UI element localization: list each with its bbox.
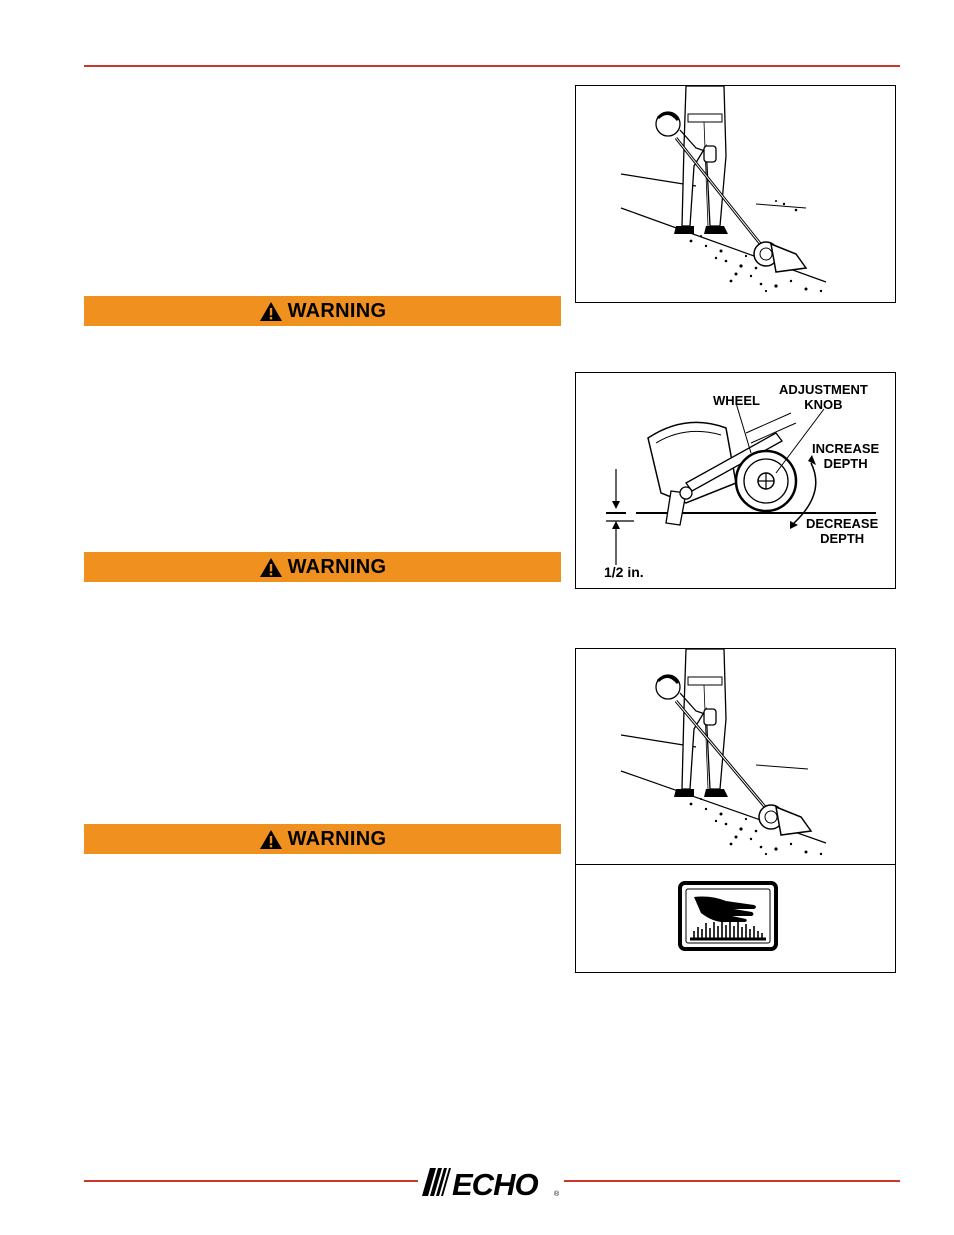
warning-triangle-icon: [259, 301, 283, 322]
label-depth: 1/2 in.: [604, 564, 644, 580]
operator-edging-illustration: [576, 649, 894, 864]
label-wheel: WHEEL: [713, 393, 760, 408]
warning-banner-3: [84, 824, 561, 854]
registered-mark: ®: [554, 1191, 560, 1198]
figure-depth-adjustment: [575, 372, 896, 589]
figure-operator-edging: [575, 85, 896, 303]
warning-label: WARNING: [287, 299, 387, 322]
figure-hand-hazard-symbol: [575, 864, 896, 973]
header-rule: [84, 65, 900, 67]
warning-label: WARNING: [287, 555, 387, 578]
warning-label: WARNING: [287, 827, 387, 850]
figure-operator-edging-2: [575, 648, 896, 866]
hand-cut-hazard-icon: [576, 865, 894, 971]
label-adjustment-knob: ADJUSTMENT KNOB: [779, 382, 868, 412]
warning-banner-2: [84, 552, 561, 582]
echo-logo-mark: [418, 1164, 564, 1200]
logo-text: ECHO: [452, 1167, 538, 1200]
warning-banner-1: [84, 296, 561, 326]
echo-logo: [418, 1164, 564, 1200]
label-increase-depth: INCREASE DEPTH: [812, 441, 880, 471]
warning-triangle-icon: [259, 557, 283, 578]
label-decrease-depth: DECREASE DEPTH: [806, 516, 879, 546]
warning-triangle-icon: [259, 829, 283, 850]
operator-edging-illustration: [576, 86, 894, 301]
